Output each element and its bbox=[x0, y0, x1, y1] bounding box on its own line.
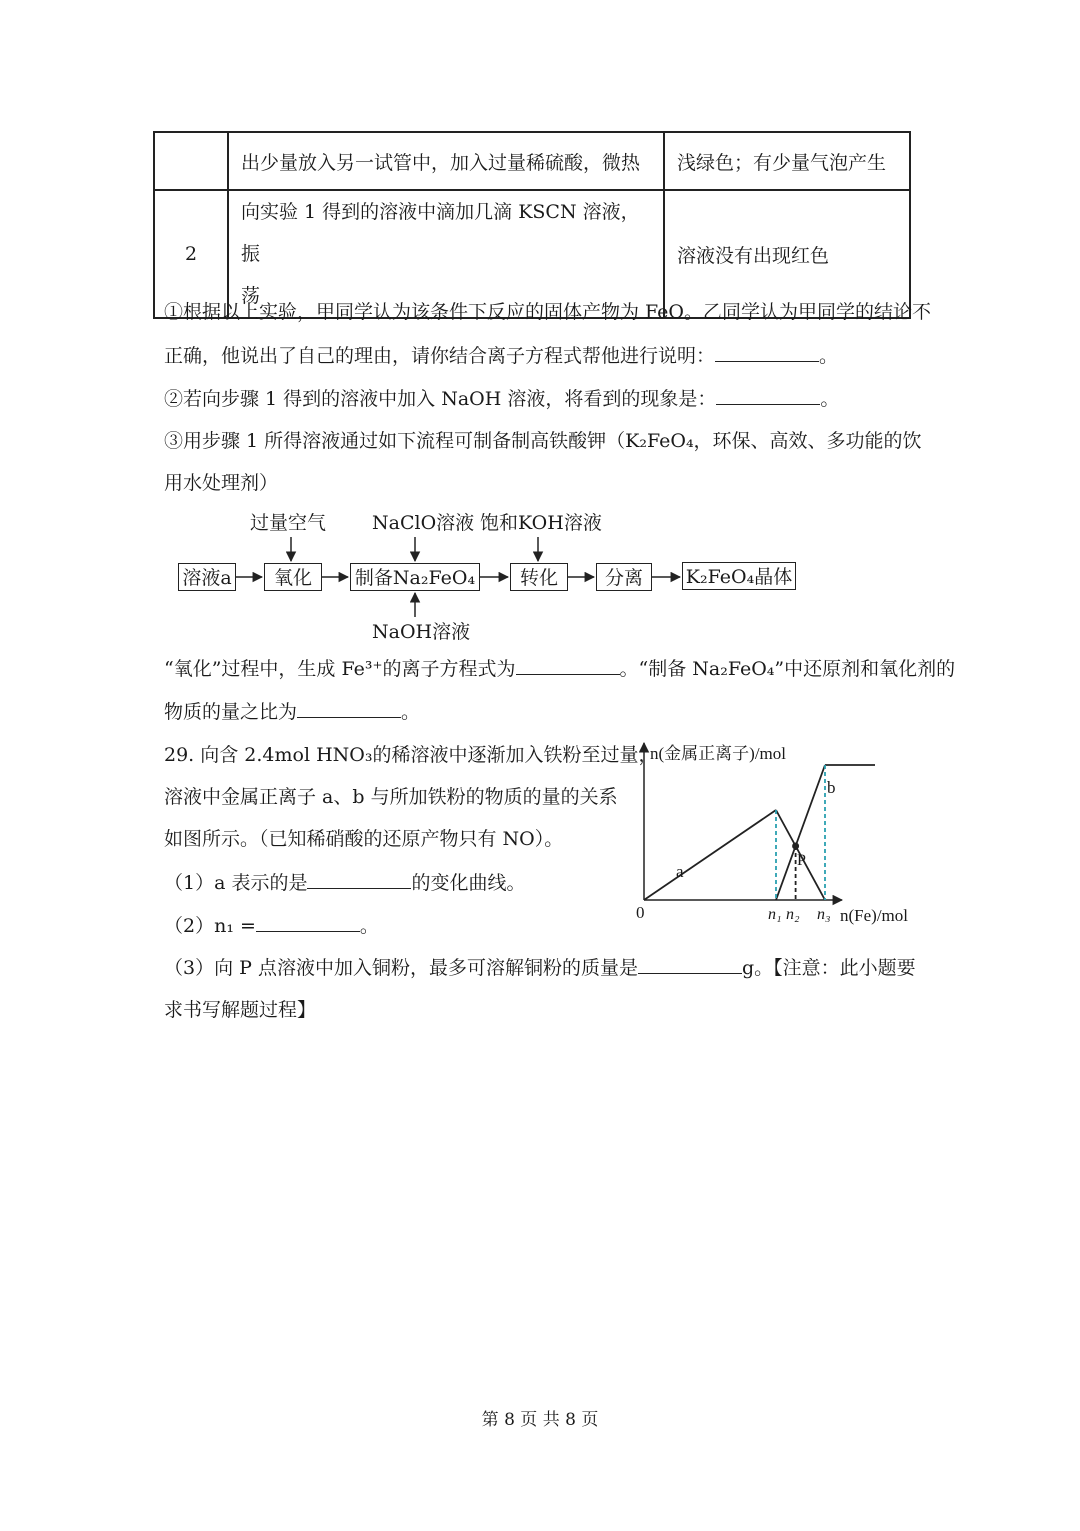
answer-blank[interactable] bbox=[716, 386, 820, 405]
flow-box-oxidation: 氧化 bbox=[264, 563, 322, 591]
q4-text-a: “氧化”过程中，生成 Fe³⁺的离子方程式为 bbox=[164, 658, 516, 680]
q29-sub1-a: （1）a 表示的是 bbox=[164, 872, 308, 894]
origin-label: 0 bbox=[636, 903, 645, 922]
table-cell-operation: 出少量放入另一试管中，加入过量稀硫酸，微热 bbox=[228, 132, 664, 190]
series-b-segment bbox=[776, 765, 825, 900]
q2-end: 。 bbox=[820, 388, 840, 410]
answer-blank[interactable] bbox=[715, 343, 819, 362]
q29-sub2-b: 。 bbox=[359, 915, 379, 937]
series-a-segment bbox=[644, 810, 776, 900]
table-cell-operation bbox=[228, 190, 664, 318]
table-row bbox=[154, 132, 910, 190]
q29-sub3-a: （3）向 P 点溶液中加入铜粉，最多可溶解铜粉的质量是 bbox=[164, 957, 638, 979]
page-footer: 第 8 页 共 8 页 bbox=[481, 1410, 599, 1430]
table-cell-phenomenon: 浅绿色；有少量气泡产生 bbox=[664, 132, 910, 190]
answer-blank[interactable] bbox=[297, 699, 401, 718]
answer-blank[interactable] bbox=[638, 955, 742, 974]
flow-box-product: K₂FeO₄晶体 bbox=[682, 562, 796, 590]
operation-line: 荡 bbox=[241, 285, 261, 307]
q29-sub1-b: 的变化曲线。 bbox=[411, 872, 526, 894]
q29-sub3-line2: 求书写解题过程】 bbox=[164, 999, 317, 1021]
x-tick-n1: n₁ bbox=[768, 906, 782, 923]
x-tick-n3: n₃ bbox=[817, 906, 831, 923]
answer-blank[interactable] bbox=[307, 870, 411, 889]
flow-input-koh: 饱和KOH溶液 bbox=[480, 512, 602, 534]
q4-end: 。 bbox=[401, 701, 421, 723]
q29-sub3 bbox=[164, 955, 916, 980]
q1-line2 bbox=[164, 343, 838, 368]
point-p-label: P bbox=[797, 852, 806, 869]
experiment-table bbox=[153, 131, 911, 319]
y-axis-label: n(金属正离子)/mol bbox=[650, 744, 786, 763]
flow-box-separate: 分离 bbox=[596, 563, 652, 591]
flow-input-naclo: NaClO溶液 bbox=[372, 512, 475, 534]
table-cell-no bbox=[154, 132, 228, 190]
flow-box-prepare: 制备Na₂FeO₄ bbox=[350, 563, 480, 591]
flow-input-naoh: NaOH溶液 bbox=[372, 621, 471, 643]
q29-sub1 bbox=[164, 870, 525, 895]
q2-line bbox=[164, 386, 839, 411]
x-axis-label: n(Fe)/mol bbox=[840, 906, 908, 925]
table-cell-no: 2 bbox=[154, 190, 228, 318]
q29-line1: 29. 向含 2.4mol HNO₃的稀溶液中逐渐加入铁粉至过量， bbox=[164, 744, 658, 766]
answer-blank[interactable] bbox=[256, 913, 360, 932]
table-cell-phenomenon: 溶液没有出现红色 bbox=[664, 190, 910, 318]
q4-line2 bbox=[164, 699, 420, 724]
ion-chart bbox=[620, 735, 930, 935]
q4-text-c: 物质的量之比为 bbox=[164, 701, 298, 723]
q1-text: 正确，他说出了自己的理由，请你结合离子方程式帮他进行说明： bbox=[164, 345, 716, 367]
operation-line: 向实验 1 得到的溶液中滴加几滴 KSCN 溶液，振 bbox=[241, 201, 640, 265]
q3-line1: ③用步骤 1 所得溶液通过如下流程可制备制高铁酸钾（K₂FeO₄，环保、高效、多功能的饮 bbox=[164, 430, 922, 452]
series-label-b: b bbox=[827, 778, 836, 797]
series-label-a: a bbox=[676, 862, 684, 881]
point-p bbox=[792, 843, 799, 850]
q4-line1 bbox=[164, 656, 955, 681]
q29-sub2 bbox=[164, 913, 379, 938]
x-tick-n2: n₂ bbox=[786, 906, 800, 923]
q1-line1: ①根据以上实验，甲同学认为该条件下反应的固体产物为 FeO。乙同学认为甲同学的结论不 bbox=[164, 301, 932, 323]
q29-sub2-a: （2）n₁ = bbox=[164, 915, 256, 937]
q29-line3: 如图所示。（已知稀硝酸的还原产物只有 NO）。 bbox=[164, 828, 564, 850]
table-row bbox=[154, 190, 910, 318]
q29-line2: 溶液中金属正离子 a、b 与所加铁粉的物质的量的关系 bbox=[164, 786, 618, 808]
flow-input-air: 过量空气 bbox=[250, 512, 327, 534]
flow-box-convert: 转化 bbox=[510, 563, 568, 591]
q3-line2: 用水处理剂） bbox=[164, 472, 279, 494]
q29-sub3-b: g。【注意：此小题要 bbox=[741, 957, 916, 979]
answer-blank[interactable] bbox=[516, 656, 620, 675]
flow-box-solution-a: 溶液a bbox=[178, 563, 236, 591]
q1-end: 。 bbox=[819, 345, 839, 367]
q2-text: ②若向步骤 1 得到的溶液中加入 NaOH 溶液，将看到的现象是： bbox=[164, 388, 717, 410]
q4-text-b: 。“制备 Na₂FeO₄”中还原剂和氧化剂的 bbox=[619, 658, 956, 680]
